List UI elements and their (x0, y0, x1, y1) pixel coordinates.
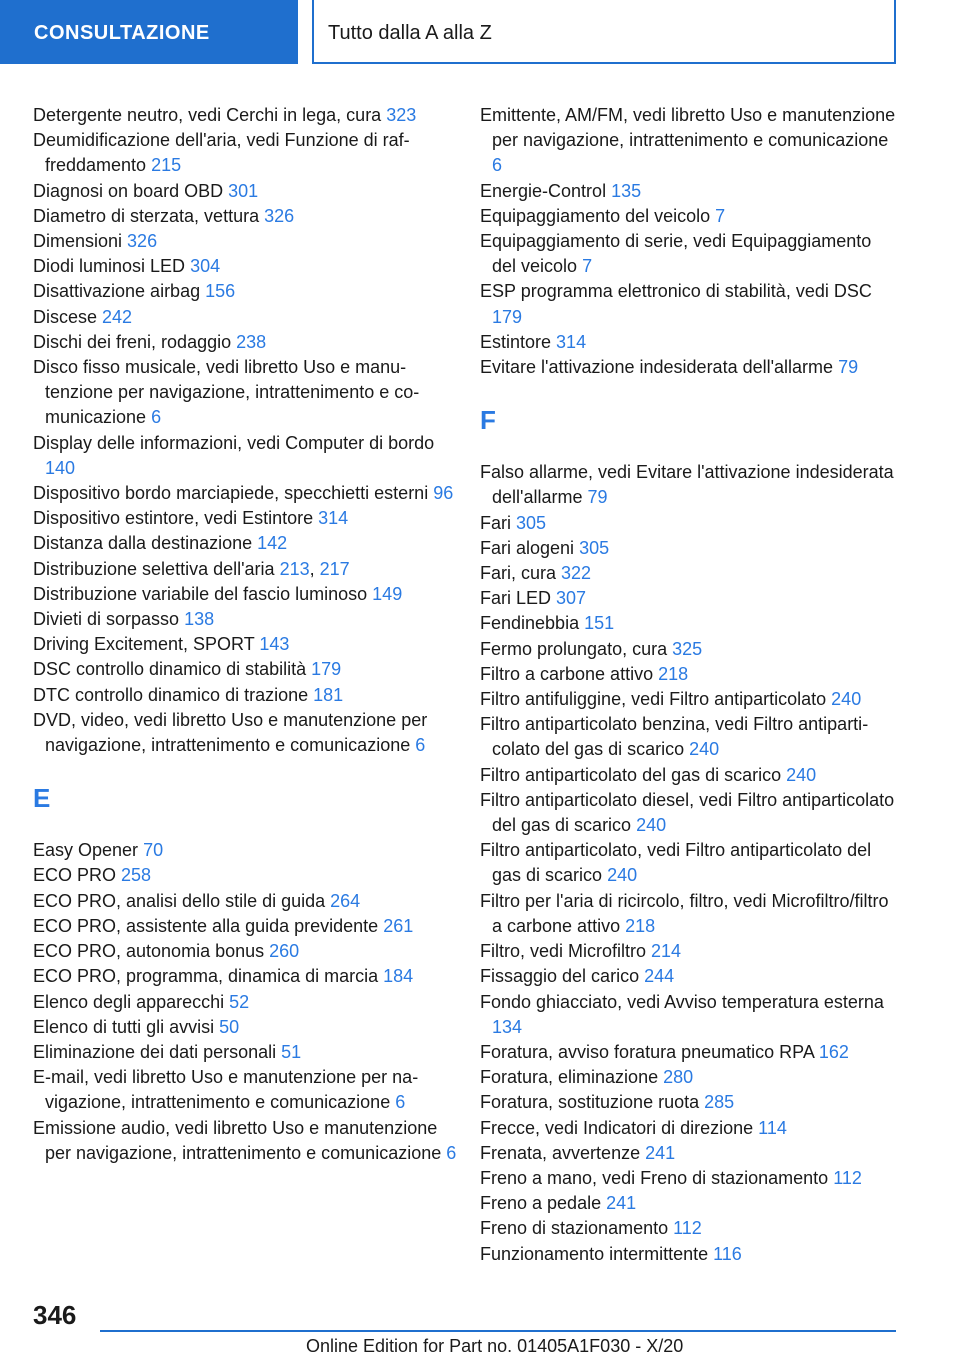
page-reference-link[interactable]: 305 (579, 537, 610, 558)
page-reference-link[interactable]: 114 (758, 1117, 787, 1138)
page-reference-link[interactable]: 181 (313, 684, 344, 705)
page-reference-link[interactable]: 142 (257, 533, 288, 554)
page-reference-link[interactable]: 112 (673, 1218, 702, 1239)
index-column-left (33, 103, 458, 1166)
index-entry (480, 103, 900, 179)
page-reference-link[interactable]: 280 (663, 1067, 694, 1088)
index-entry-term: Foratura, sostituzione ruota (480, 1092, 705, 1113)
index-entry-term: Elenco di tutti gli avvisi (33, 1016, 220, 1037)
index-entry (33, 683, 458, 708)
index-entry-term: Filtro antiparticolato diesel, vedi Filtro antiparticolato del gas di scarico (480, 789, 895, 836)
page-reference-link[interactable]: 179 (492, 306, 523, 327)
page-reference-link[interactable]: 301 (228, 180, 259, 201)
index-entry-term: Detergente neutro, vedi Cerchi in lega, cura (33, 105, 387, 125)
index-entry-term: Fondo ghiacciato, vedi Avviso temperatura esterna (480, 991, 884, 1012)
page-reference-link[interactable]: 7 (582, 256, 593, 277)
page-reference-link[interactable]: 135 (611, 180, 642, 201)
page-reference-link[interactable]: 179 (311, 659, 342, 680)
index-entry-term: Diametro di sterzata, vettura (33, 205, 265, 226)
index-entry (480, 1090, 900, 1115)
index-entry (480, 586, 900, 611)
index-entry (480, 1141, 900, 1166)
index-entry-term: DVD, video, vedi libretto Uso e manutenzione per navigazione, intrattenimento e comunicazione (33, 709, 428, 756)
page-reference-link[interactable]: 51 (281, 1041, 302, 1062)
section-title: CONSULTAZIONE (0, 0, 298, 64)
index-entry (33, 939, 458, 964)
index-entry-term: Divieti di sorpasso (33, 609, 185, 630)
index-entry-term: Diagnosi on board OBD (33, 180, 229, 201)
page-reference-link[interactable]: 138 (184, 609, 215, 630)
index-entry (480, 1166, 900, 1191)
index-entry (33, 914, 458, 939)
page-reference-link[interactable]: 241 (606, 1193, 637, 1214)
index-entry (33, 990, 458, 1015)
index-entry-term: Freno a pedale (480, 1193, 607, 1214)
page-reference-link[interactable]: 7 (715, 205, 726, 226)
index-letter-heading: E (33, 783, 51, 814)
index-entry (480, 964, 900, 989)
index-entry (33, 431, 458, 481)
index-entry-term: ECO PRO, assistente alla guida previdente (33, 915, 384, 936)
index-entry-term: Elenco degli apparecchi (33, 991, 230, 1012)
page-reference-link[interactable]: 323 (386, 105, 417, 125)
index-column-right (480, 103, 900, 1267)
index-entry (33, 889, 458, 914)
index-entry (480, 1116, 900, 1141)
index-entry-term: ESP programma elettronico di stabilità, vedi DSC (480, 281, 872, 302)
page-reference-link[interactable]: 314 (318, 508, 349, 529)
page-reference-link[interactable]: 140 (45, 457, 76, 478)
page-reference-link[interactable]: 218 (658, 663, 689, 684)
page-reference-link[interactable]: 326 (264, 205, 295, 226)
index-entry (33, 838, 458, 863)
index-entry-term: Fendinebbia (480, 613, 585, 634)
page-reference-link[interactable]: 285 (704, 1092, 735, 1113)
index-entry (480, 279, 900, 329)
index-entry-term: Distanza dalla destinazione (33, 533, 258, 554)
index-entry-term: Fari (480, 512, 516, 533)
index-entry-term: Evitare l'attivazione indesiderata dell'allarme (480, 357, 839, 378)
index-entry-term: ECO PRO (33, 865, 122, 886)
index-entry (480, 511, 900, 536)
index-entry-term: Foratura, eliminazione (480, 1067, 664, 1088)
index-entry-term: Deumidificazione dell'aria, vedi Funzione di raffreddamento (33, 130, 410, 176)
index-entry (33, 531, 458, 556)
index-entry (480, 939, 900, 964)
index-entry (480, 536, 900, 561)
index-entry-term: Dimensioni (33, 231, 128, 252)
index-entry (33, 964, 458, 989)
page-reference-link[interactable]: 6 (492, 155, 503, 176)
page-reference-link[interactable]: 116 (713, 1243, 742, 1264)
index-entry-term: Disco fisso musicale, vedi libretto Uso e manutenzione per navigazione, intrattenimento e comunicazione (33, 357, 420, 428)
index-entry-term: Filtro antiparticolato, vedi Filtro antiparticolato del gas di scarico (480, 840, 872, 886)
page-reference-link[interactable]: 217 (319, 558, 350, 579)
index-entry (33, 305, 458, 330)
page-reference-link[interactable]: 134 (492, 1016, 523, 1037)
index-entry (33, 128, 458, 178)
index-entry-term: Equipaggiamento di serie, vedi Equipaggiamento del veicolo (480, 231, 872, 277)
page-reference-link[interactable]: 6 (151, 407, 162, 428)
index-entry (480, 204, 900, 229)
index-entry-term: Diodi luminosi LED (33, 256, 191, 277)
index-entry (33, 708, 458, 758)
index-entry (480, 1040, 900, 1065)
index-entry-term: Frecce, vedi Indicatori di direzione (480, 1117, 759, 1138)
index-entry (33, 103, 458, 128)
index-entry (33, 607, 458, 632)
index-entry (33, 863, 458, 888)
page-reference-link[interactable]: 240 (636, 815, 667, 836)
index-entry-term: Easy Opener (33, 840, 144, 861)
index-entry (480, 990, 900, 1040)
index-entry (33, 481, 458, 506)
index-entry: Distribuzione selettiva dell'aria 213, 217 (33, 558, 350, 579)
index-entry-term: Foratura, avviso foratura pneumatico RPA (480, 1041, 819, 1062)
page-reference-link[interactable]: 244 (644, 966, 675, 987)
index-entry-term: Estintore (480, 331, 557, 352)
index-entry (33, 657, 458, 682)
page-reference-link[interactable]: 325 (672, 638, 703, 659)
index-entry (33, 229, 458, 254)
page-header (0, 0, 960, 66)
page-reference-link[interactable]: 215 (151, 155, 182, 176)
index-entry (480, 889, 900, 939)
page-reference-link[interactable]: 241 (645, 1142, 676, 1163)
index-entry (480, 330, 900, 355)
index-entry (480, 355, 900, 380)
page-reference-link[interactable]: 50 (219, 1016, 240, 1037)
index-entry-term: Dischi dei freni, rodaggio (33, 331, 237, 352)
index-letter-heading: F (480, 405, 496, 436)
index-entry-term: Fari LED (480, 588, 557, 609)
page-reference-link[interactable]: 151 (584, 613, 615, 634)
index-entry-term: Energie-Control (480, 180, 612, 201)
index-entry (480, 460, 900, 510)
index-entry (33, 1116, 458, 1166)
index-entry (33, 632, 458, 657)
index-entry-term: DSC controllo dinamico di stabilità (33, 659, 312, 680)
page-reference-link[interactable]: 240 (786, 764, 817, 785)
index-entry (480, 229, 900, 279)
page-reference-link[interactable]: 314 (556, 331, 587, 352)
page-reference-link[interactable]: 304 (190, 256, 221, 277)
index-entry (480, 712, 900, 762)
index-entry-term: Fermo prolungato, cura (480, 638, 673, 659)
index-entry-term: Filtro a carbone attivo (480, 663, 659, 684)
index-entry-term: Frenata, avvertenze (480, 1142, 646, 1163)
index-entry-term: Distribuzione selettiva dell'aria (33, 558, 280, 579)
index-entry-term: Fissaggio del carico (480, 966, 645, 987)
index-entry (33, 204, 458, 229)
index-entry-term: ECO PRO, autonomia bonus (33, 941, 270, 962)
index-entry (480, 1242, 900, 1267)
index-entry-term: Falso allarme, vedi Evitare l'attivazione indesiderata dell'allarme (480, 462, 894, 508)
index-entry (33, 1040, 458, 1065)
index-entry-term: Discese (33, 306, 103, 327)
page-reference-link[interactable]: 79 (587, 487, 608, 508)
index-entry (480, 838, 900, 888)
index-entry-term: Filtro per l'aria di ricircolo, filtro, vedi Microfiltro/​filtro a carbone attivo (480, 890, 889, 936)
index-entry (480, 1065, 900, 1090)
edition-note: Online Edition for Part no. 01405A1F030 - X/20 (306, 1336, 684, 1356)
page-reference-link[interactable]: 218 (625, 915, 656, 936)
page-number: 346 (33, 1300, 77, 1330)
index-entry-term: ECO PRO, programma, dinamica di marcia (33, 966, 384, 987)
page-reference-link[interactable]: 156 (205, 281, 236, 302)
index-entry-term: E-mail, vedi libretto Uso e manutenzione per navigazione, intrattenimento e comunicazione (33, 1067, 419, 1113)
index-entry-term: Dispositivo bordo marciapiede, specchietti esterni (33, 483, 434, 504)
page-reference-link[interactable]: 52 (229, 991, 250, 1012)
page-reference-link[interactable]: 112 (833, 1167, 862, 1188)
footer-divider (100, 1330, 896, 1332)
page-reference-link[interactable]: 6 (415, 735, 426, 756)
index-entry (33, 1015, 458, 1040)
index-entry-term: Distribuzione variabile del fascio luminoso (33, 583, 373, 604)
index-entry (480, 179, 900, 204)
index-entry-term: ECO PRO, analisi dello stile di guida (33, 890, 331, 911)
index-entry-term: Filtro antifuliggine, vedi Filtro antiparticolato (480, 689, 832, 710)
index-entry (33, 330, 458, 355)
index-entry (33, 254, 458, 279)
page-reference-link[interactable]: 240 (831, 689, 862, 710)
page-reference-link[interactable]: 6 (446, 1142, 457, 1163)
index-entry-term: DTC controllo dinamico di trazione (33, 684, 314, 705)
page-reference-link[interactable]: 149 (372, 583, 403, 604)
index-entry (480, 637, 900, 662)
index-entry (480, 1191, 900, 1216)
page-reference-link[interactable]: 307 (556, 588, 587, 609)
index-entry (480, 561, 900, 586)
page-reference-link[interactable]: 264 (330, 890, 361, 911)
page-reference-link[interactable]: 305 (516, 512, 547, 533)
page-reference-link[interactable]: 322 (561, 563, 592, 584)
index-entry-term: Display delle informazioni, vedi Computer di bordo (33, 432, 435, 453)
index-entry-term: Driving Excitement, SPORT (33, 634, 260, 655)
index-entry (480, 687, 900, 712)
page-reference-link[interactable]: 240 (607, 865, 638, 886)
index-entry (33, 582, 458, 607)
page-reference-link[interactable]: 96 (433, 483, 454, 504)
page-reference-link[interactable]: 214 (651, 941, 682, 962)
page-reference-link[interactable]: 143 (259, 634, 290, 655)
index-entry-term: Equipaggiamento del veicolo (480, 205, 716, 226)
index-entry (33, 506, 458, 531)
index-entry-term: Emittente, AM/FM, vedi libretto Uso e manutenzione per navigazione, intrattenimento e comunicazione (480, 105, 896, 151)
page-reference-link[interactable]: 162 (818, 1041, 849, 1062)
index-entry-term: Filtro antiparticolato del gas di scarico (480, 764, 787, 785)
index-entry-term: Freno di stazionamento (480, 1218, 674, 1239)
page-reference-link[interactable]: 260 (269, 941, 300, 962)
index-entry-term: Fari, cura (480, 563, 562, 584)
page-reference-link[interactable]: 79 (838, 357, 859, 378)
page-reference-link[interactable]: 261 (383, 915, 414, 936)
index-entry (33, 179, 458, 204)
index-entry-term: Eliminazione dei dati personali (33, 1041, 282, 1062)
page-reference-link[interactable]: 6 (395, 1092, 406, 1113)
index-entry-term: Dispositivo estintore, vedi Estintore (33, 508, 319, 529)
page-reference-link[interactable]: 184 (383, 966, 414, 987)
page-reference-link[interactable]: 213 (279, 558, 310, 579)
index-entry-term: Fari alogeni (480, 537, 580, 558)
index-entry-term: Disattivazione airbag (33, 281, 206, 302)
page-reference-link[interactable]: 242 (102, 306, 133, 327)
index-entry (480, 1216, 900, 1241)
page-reference-link[interactable]: 326 (127, 231, 158, 252)
index-entry (480, 662, 900, 687)
index-entry-term: Filtro antiparticolato benzina, vedi Filtro antiparticolato del gas di scarico (480, 714, 869, 760)
page-reference-link[interactable]: 70 (143, 840, 164, 861)
index-entry (33, 279, 458, 304)
page-reference-link[interactable]: 238 (236, 331, 267, 352)
index-entry-term: Funzionamento intermittente (480, 1243, 714, 1264)
index-entry (480, 788, 900, 838)
index-entry (480, 611, 900, 636)
index-entry (33, 355, 458, 431)
index-entry (480, 763, 900, 788)
index-entry-term: Emissione audio, vedi libretto Uso e manutenzione per navigazione, intrattenimento e comunicazione (33, 1117, 447, 1163)
page-reference-link[interactable]: 258 (121, 865, 152, 886)
index-entry-term: Filtro, vedi Microfiltro (480, 941, 652, 962)
chapter-title: Tutto dalla A alla Z (312, 0, 896, 64)
index-entry (33, 1065, 458, 1115)
page-reference-link[interactable]: 240 (689, 739, 720, 760)
index-entry-term: Freno a mano, vedi Freno di stazionamento (480, 1167, 834, 1188)
